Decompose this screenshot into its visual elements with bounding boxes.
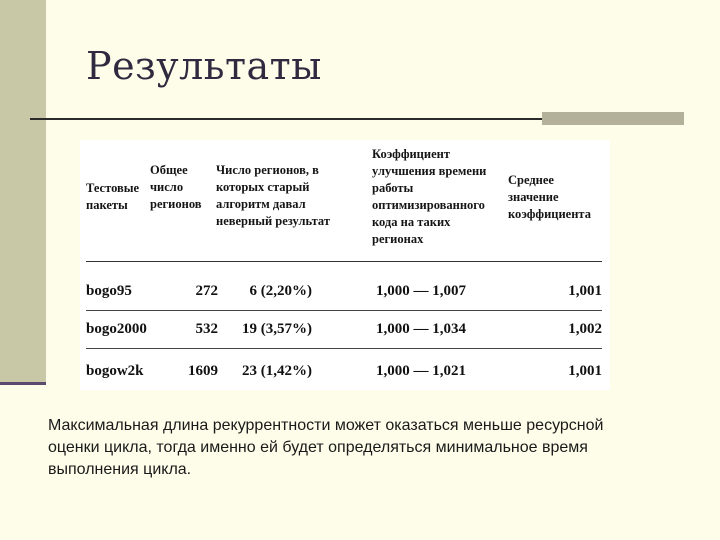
table-cell: 1,002 [568,321,602,337]
row-divider [86,348,602,349]
table-cell: 1,000 — 1,034 [376,321,466,337]
table-cell: 1,001 [568,283,602,299]
left-decor-underline [0,382,46,385]
header-average-ratio: Среднее значение коэффициента [508,173,591,221]
left-decor-band [0,0,46,382]
table-cell: 23 (1,42%) [242,363,312,379]
title-rule-accent [542,112,684,125]
table-cell: 19 (3,57%) [242,321,312,337]
table-cell: 1,000 — 1,007 [376,283,466,299]
table-cell: 1609 [188,363,218,379]
table-cell: 532 [195,321,218,337]
table-cell: 272 [195,283,218,299]
table-cell: bogow2k [86,363,144,379]
slide-title: Результаты [86,44,322,88]
header-wrong-regions: Число регионов, в которых старый алгоритм давал неверный результат [216,163,330,228]
table-cell: bogo95 [86,283,132,299]
table-cell: bogo2000 [86,321,147,337]
row-divider [86,310,602,311]
table-cell: 1,000 — 1,021 [376,363,466,379]
slide-footnote: Максимальная длина рекуррентности может оказаться меньше ресурсной оценки цикла, тогда именно ей будет определяться минимальное время выполнения цикла. [48,417,604,478]
table-cell: 6 (2,20%) [249,283,312,299]
header-improvement-ratio: Коэффициент улучшения времени работы оптимизированного кода на таких регионах [372,147,487,246]
table-cell: 1,001 [568,363,602,379]
header-divider [86,261,602,262]
header-test-packages: Тестовые пакеты [86,181,140,212]
title-rule [30,118,542,120]
header-total-regions: Общее число регионов [150,163,202,211]
results-table [80,140,610,390]
